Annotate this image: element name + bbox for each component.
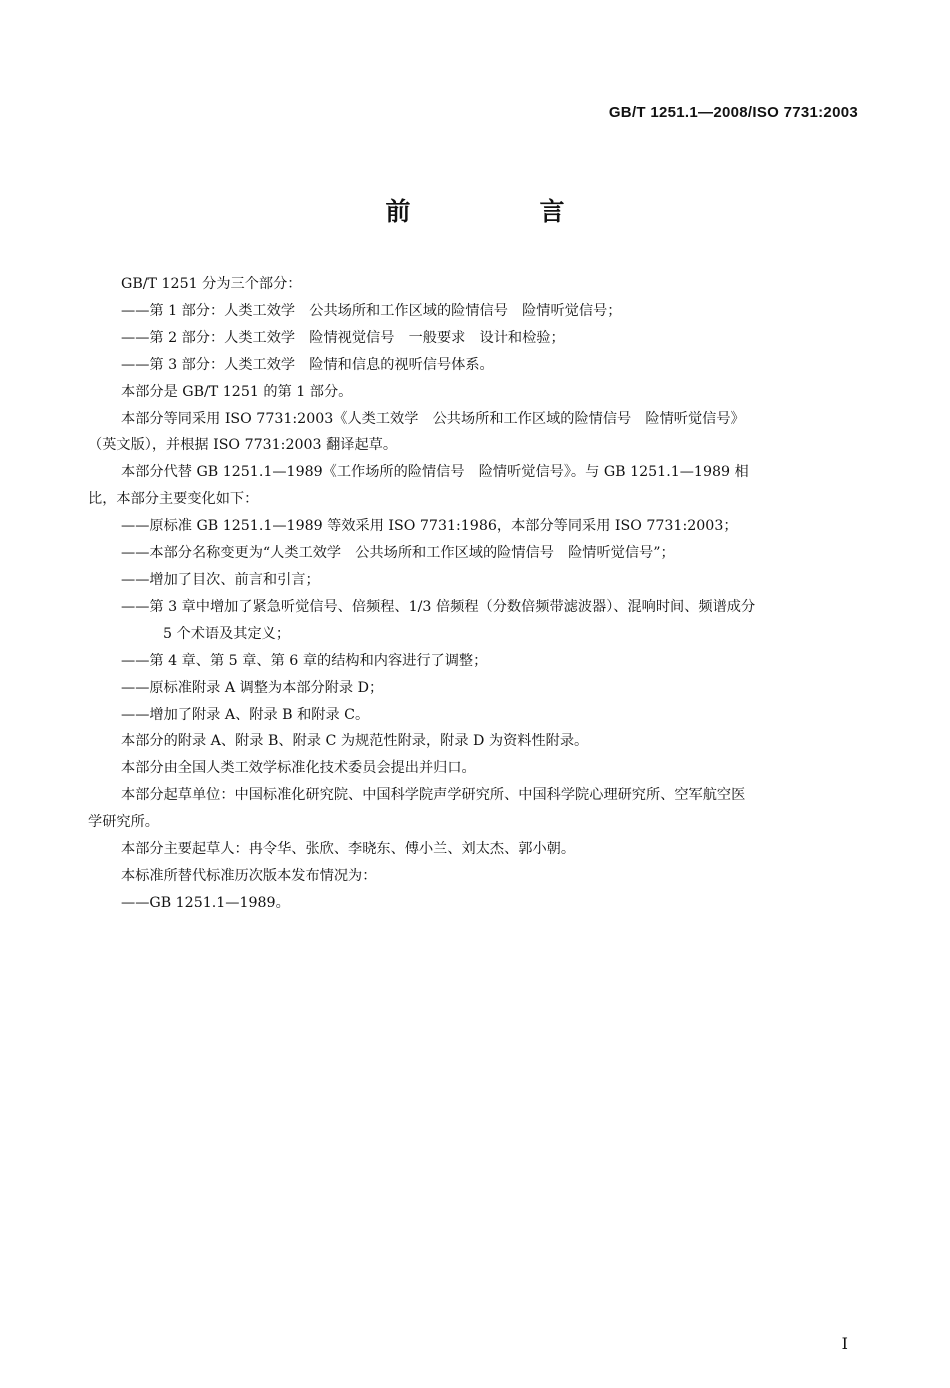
paragraph-drafting-units-line-1: 本部分起草单位：中国标准化研究院、中国科学院声学研究所、中国科学院心理研究所、空军航空医 <box>121 787 746 804</box>
paragraph-drafting-units-line-2: 学研究所。 <box>88 814 159 831</box>
paragraph-drafters: 本部分主要起草人：冉令华、张欣、李晓东、傅小兰、刘太杰、郭小朝。 <box>121 841 576 858</box>
list-item-history-1: ——GB 1251.1—1989。 <box>121 894 290 911</box>
list-item-change-4-cont: 5 个术语及其定义； <box>163 625 291 642</box>
paragraph-replaces-line-1: 本部分代替 GB 1251.1—1989《工作场所的险情信号 险情听觉信号》。与 GB 1251.1—1989 相 <box>121 464 749 481</box>
foreword-body <box>88 271 862 917</box>
list-item-part-2: ——第 2 部分：人类工效学 险情视觉信号 一般要求 设计和检验； <box>121 329 565 346</box>
list-item-change-7: ——增加了附录 A、附录 B 和附录 C。 <box>121 706 370 723</box>
paragraph-this-part: 本部分是 GB/T 1251 的第 1 部分。 <box>121 383 353 400</box>
list-item-change-3: ——增加了目次、前言和引言； <box>121 571 320 588</box>
paragraph-annexes: 本部分的附录 A、附录 B、附录 C 为规范性附录，附录 D 为资料性附录。 <box>121 733 589 750</box>
page-number: I <box>841 1334 848 1353</box>
list-item-part-3: ——第 3 部分：人类工效学 险情和信息的视听信号体系。 <box>121 356 494 373</box>
list-item-part-1: ——第 1 部分：人类工效学 公共场所和工作区域的险情信号 险情听觉信号； <box>121 302 622 319</box>
paragraph-proposer: 本部分由全国人类工效学标准化技术委员会提出并归口。 <box>121 760 476 777</box>
paragraph-adoption-line-1: 本部分等同采用 ISO 7731:2003《人类工效学 公共场所和工作区域的险情信号 险情听觉信号》 <box>121 410 745 427</box>
list-item-change-6: ——原标准附录 A 调整为本部分附录 D； <box>121 679 384 696</box>
paragraph-parts-intro: GB/T 1251 分为三个部分： <box>121 276 302 292</box>
list-item-change-2: ——本部分名称变更为“人类工效学 公共场所和工作区域的险情信号 险情听觉信号”； <box>121 545 675 562</box>
paragraph-adoption-line-2: （英文版），并根据 ISO 7731:2003 翻译起草。 <box>88 437 398 454</box>
page-title: 前 言 <box>385 197 617 226</box>
paragraph-history-intro: 本标准所替代标准历次版本发布情况为： <box>121 867 377 884</box>
standard-code-header: GB/T 1251.1—2008/ISO 7731:2003 <box>608 104 858 121</box>
list-item-change-4: ——第 3 章中增加了紧急听觉信号、倍频程、1/3 倍频程（分数倍频带滤波器）、混响时间、频谱成分 <box>121 598 756 615</box>
list-item-change-1: ——原标准 GB 1251.1—1989 等效采用 ISO 7731:1986，本部分等同采用 ISO 7731:2003； <box>121 518 738 535</box>
paragraph-replaces-line-2: 比，本部分主要变化如下： <box>88 491 259 508</box>
list-item-change-5: ——第 4 章、第 5 章、第 6 章的结构和内容进行了调整； <box>121 652 488 669</box>
